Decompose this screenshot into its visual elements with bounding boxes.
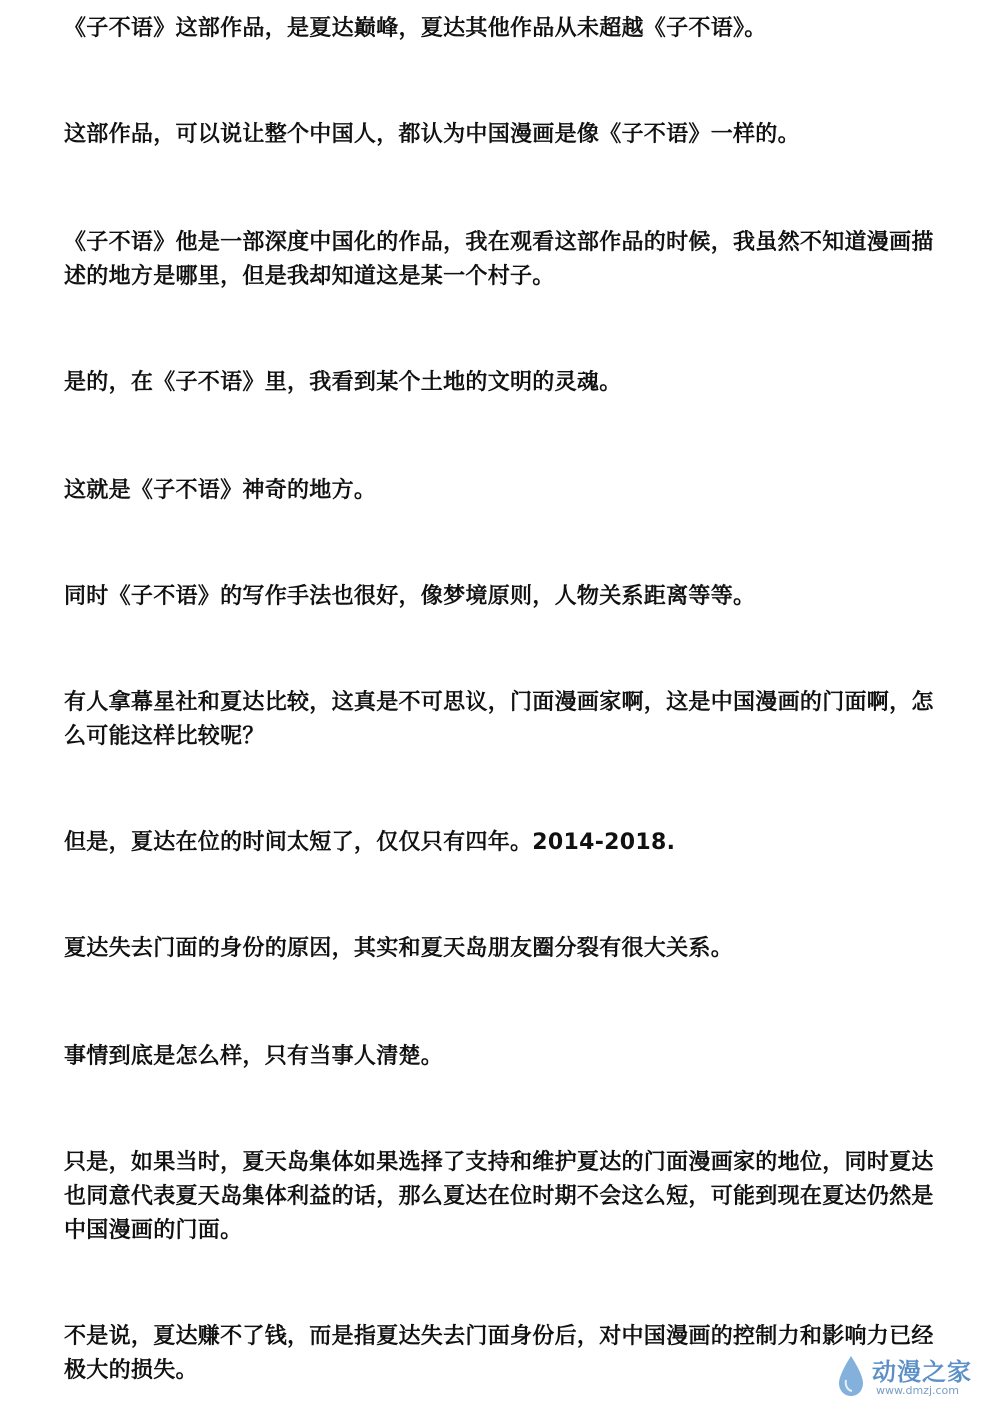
paragraph-11: 只是，如果当时，夏天岛集体如果选择了支持和维护夏达的门面漫画家的地位，同时夏达也同意代表夏天岛集体利益的话，那么夏达在位时期不会这么短，可能到现在夏达仍然是中国漫画的门面。 <box>64 1150 934 1243</box>
paragraph-10: 事情到底是怎么样，只有当事人清楚。 <box>64 1044 444 1069</box>
paragraph-1: 《子不语》这部作品，是夏达巅峰，夏达其他作品从未超越《子不语》。 <box>64 16 767 41</box>
paragraph-9: 夏达失去门面的身份的原因，其实和夏天岛朋友圈分裂有很大关系。 <box>64 936 734 961</box>
watermark-url: www.dmzj.com <box>876 1384 959 1397</box>
water-drop-logo-icon <box>836 1354 866 1398</box>
paragraph-4: 是的，在《子不语》里，我看到某个土地的文明的灵魂。 <box>64 370 622 395</box>
site-watermark <box>832 1352 982 1404</box>
paragraph-3: 《子不语》他是一部深度中国化的作品，我在观看这部作品的时候，我虽然不知道漫画描述的地方是哪里，但是我却知道这是某一个村子。 <box>64 230 934 289</box>
paragraph-2: 这部作品，可以说让整个中国人，都认为中国漫画是像《子不语》一样的。 <box>64 122 800 147</box>
paragraph-6: 同时《子不语》的写作手法也很好，像梦境原则，人物关系距离等等。 <box>64 584 756 609</box>
paragraph-7: 有人拿幕星社和夏达比较，这真是不可思议，门面漫画家啊，这是中国漫画的门面啊，怎么可能这样比较呢？ <box>64 690 934 749</box>
paragraph-5: 这就是《子不语》神奇的地方。 <box>64 478 377 503</box>
paragraph-8: 但是，夏达在位的时间太短了，仅仅只有四年。2014-2018. <box>64 830 676 855</box>
paragraph-12: 不是说，夏达赚不了钱，而是指夏达失去门面身份后，对中国漫画的控制力和影响力已经极大的损失。 <box>64 1324 934 1383</box>
watermark-title: 动漫之家 <box>872 1358 972 1386</box>
